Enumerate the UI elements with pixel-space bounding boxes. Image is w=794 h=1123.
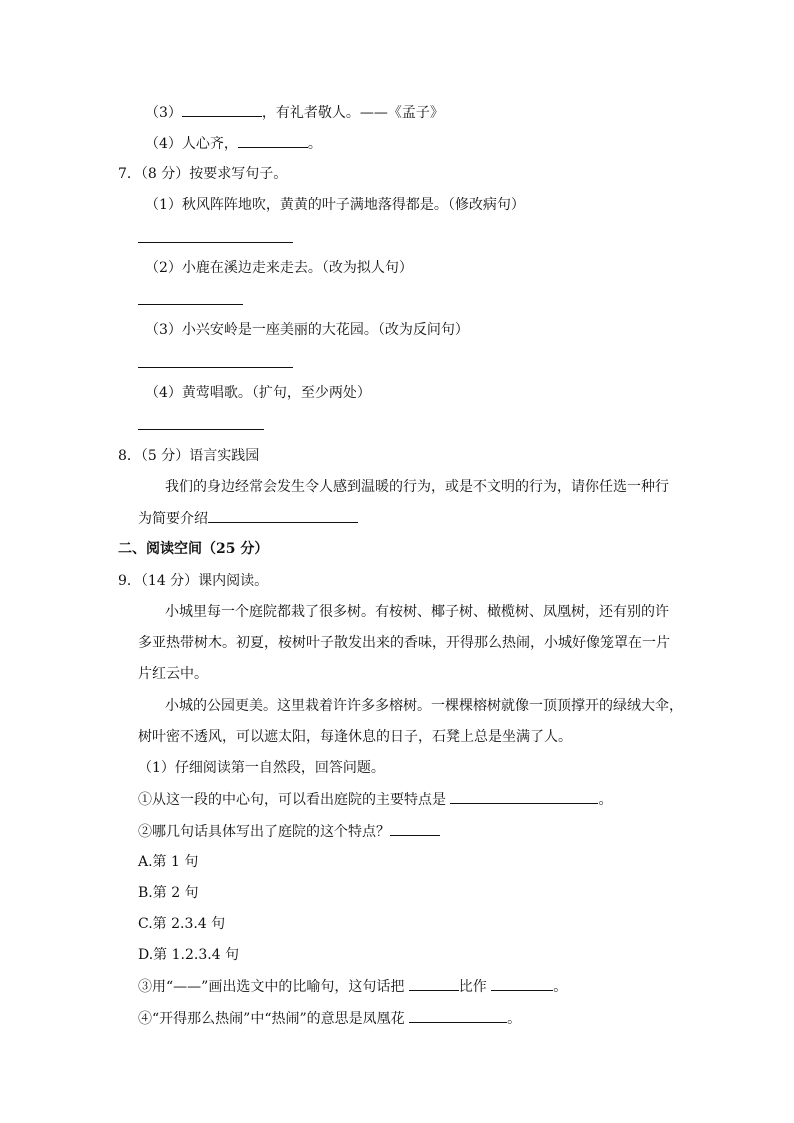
answer-blank[interactable] — [238, 133, 308, 148]
q6-item-3-prefix: （3） — [145, 105, 182, 121]
answer-blank[interactable] — [409, 1008, 507, 1023]
q9-item-3-mid: 比作 — [458, 979, 492, 995]
q9-item-4-suffix: 。 — [507, 1011, 522, 1027]
q6-item-4 — [145, 133, 322, 154]
q8-title: 8．（5 分）语言实践园 — [118, 448, 260, 464]
answer-blank[interactable] — [208, 508, 358, 523]
passage-p2-line-2: 树叶密不透风，可以遮太阳，每逢休息的日子，石凳上总是坐满了人。 — [138, 729, 572, 745]
q9-item-3-text: ③用“——”画出选文中的比喻句，这句话把 — [138, 979, 409, 995]
answer-line[interactable] — [138, 242, 293, 243]
q8-prompt-text: 为简要介绍 — [138, 511, 208, 527]
option-b[interactable]: B.第 2 句 — [138, 885, 199, 901]
q9-item-4-text: ④“开得那么热闹”中“热闹”的意思是凤凰花 — [138, 1011, 410, 1027]
q7-sentence-3: （3）小兴安岭是一座美丽的大花园。（改为反问句） — [145, 322, 469, 338]
section-2-heading: 二、阅读空间（25 分） — [118, 541, 269, 557]
option-a[interactable]: A.第 1 句 — [138, 854, 199, 870]
q9-item-1-text: ①从这一段的中心句，可以看出庭院的主要特点是 — [138, 792, 451, 808]
q6-item-3-suffix: ，有礼者敬人。——《孟子》 — [261, 105, 444, 121]
q9-item-2-text: ②哪几句话具体写出了庭院的这个特点？ — [138, 824, 390, 840]
q9-item-4 — [138, 1008, 521, 1029]
q9-title: 9．（14 分）课内阅读。 — [118, 573, 269, 589]
passage-p1-line-1: 小城里每一个庭院都栽了很多树。有桉树、椰子树、橄榄树、凤凰树，还有别的许 — [165, 604, 669, 620]
option-d[interactable]: D.第 1.2.3.4 句 — [138, 947, 240, 963]
answer-blank[interactable] — [182, 102, 262, 117]
answer-blank[interactable] — [491, 976, 553, 991]
answer-line[interactable] — [138, 429, 264, 430]
q9-item-3-suffix: 。 — [553, 979, 568, 995]
q7-sentence-1: （1）秋风阵阵地吹，黄黄的叶子满地落得都是。（修改病句） — [145, 197, 525, 213]
answer-blank[interactable] — [450, 789, 598, 804]
q9-sub-question-1: （1）仔细阅读第一自然段，回答问题。 — [138, 760, 385, 776]
answer-blank[interactable] — [390, 821, 440, 836]
q6-item-4-suffix: 。 — [307, 136, 322, 152]
q6-item-3 — [145, 102, 444, 123]
passage-p1-line-2: 多亚热带树木。初夏，桉树叶子散发出来的香味，开得那么热闹，小城好像笼罩在一片 — [138, 635, 670, 651]
q9-item-3 — [138, 976, 567, 997]
q8-prompt-line-1: 我们的身边经常会发生令人感到温暖的行为，或是不文明的行为，请你任选一种行 — [165, 479, 669, 495]
answer-line[interactable] — [138, 367, 293, 368]
option-c[interactable]: C.第 2.3.4 句 — [138, 916, 226, 932]
q8-prompt-line-2 — [138, 508, 358, 529]
passage-p1-line-3: 片红云中。 — [138, 666, 208, 682]
q9-item-2 — [138, 821, 440, 842]
answer-blank[interactable] — [409, 976, 459, 991]
q6-item-4-prefix: （4）人心齐， — [145, 136, 238, 152]
q7-sentence-2: （2）小鹿在溪边走来走去。（改为拟人句） — [145, 260, 413, 276]
q7-title: 7．（8 分）按要求写句子。 — [118, 166, 288, 182]
q9-item-1 — [138, 789, 612, 810]
q9-item-1-suffix: 。 — [598, 792, 613, 808]
answer-line[interactable] — [138, 304, 243, 305]
passage-p2-line-1: 小城的公园更美。这里栽着许许多多榕树。一棵棵榕树就像一顶顶撑开的绿绒大伞， — [165, 698, 683, 714]
q7-sentence-4: （4）黄莺唱歌。（扩句，至少两处） — [145, 385, 371, 401]
